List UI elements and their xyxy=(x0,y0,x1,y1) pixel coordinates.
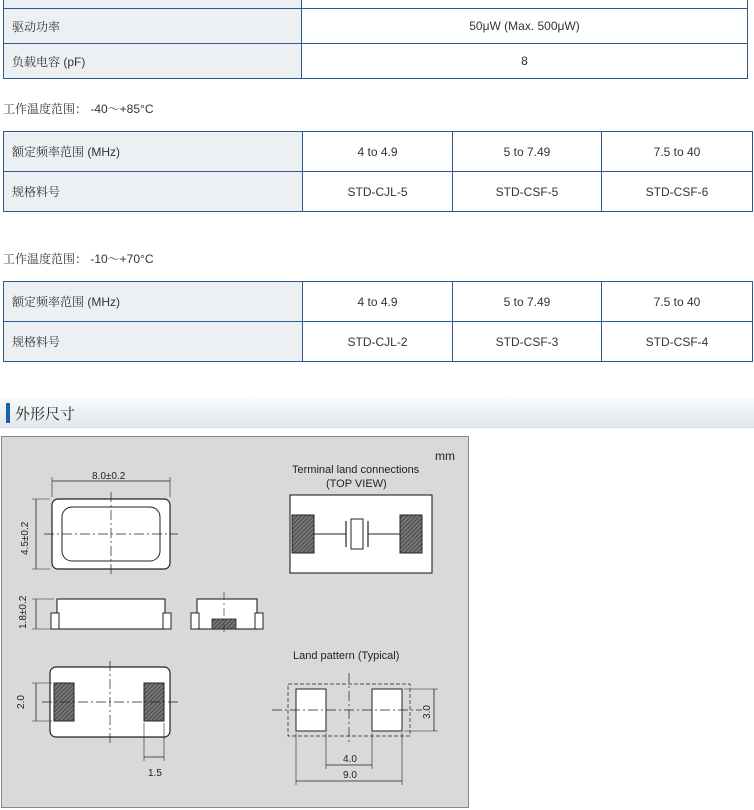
part-number-value: STD-CJL-2 xyxy=(303,322,453,362)
part-number-value: STD-CSF-3 xyxy=(453,322,602,362)
temp-range-caption-2: 工作温度范围： -10～+70°C xyxy=(3,252,154,266)
table-row xyxy=(4,44,748,79)
part-number-value: STD-CSF-4 xyxy=(602,322,753,362)
terminal-connection-diagram xyxy=(290,495,432,573)
dim-pad-height-label: 2.0 xyxy=(16,695,27,709)
load-capacitance-value: 8 xyxy=(302,44,748,79)
load-capacitance-label: 负载电容 (pF) xyxy=(4,44,302,79)
package-side-view xyxy=(32,599,171,629)
land-pattern-title: Land pattern (Typical) xyxy=(293,650,400,662)
table-row xyxy=(4,282,753,322)
drive-power-value: 50μW (Max. 500μW) xyxy=(302,9,748,44)
freq-range-value: 7.5 to 40 xyxy=(602,282,753,322)
package-top-view xyxy=(32,477,178,577)
part-number-value: STD-CSF-5 xyxy=(453,172,602,212)
temp-range-caption-1: 工作温度范围： -40～+85°C xyxy=(3,102,154,116)
section-title: 外形尺寸 xyxy=(15,405,76,423)
land-total-label: 9.0 xyxy=(343,770,357,781)
freq-range-value: 4 to 4.9 xyxy=(303,132,453,172)
dim-width-label: 8.0±0.2 xyxy=(92,471,126,482)
freq-range-value: 7.5 to 40 xyxy=(602,132,753,172)
table-row xyxy=(4,132,753,172)
part-number-value: STD-CJL-5 xyxy=(303,172,453,212)
freq-range-label: 额定频率范围 (MHz) xyxy=(4,132,303,172)
freq-range-value: 4 to 4.9 xyxy=(303,282,453,322)
table-row xyxy=(4,0,748,9)
spec-table-range1 xyxy=(3,131,753,212)
table-row xyxy=(4,322,753,362)
table-row xyxy=(4,9,748,44)
dim-thickness-label: 1.8±0.2 xyxy=(18,595,29,629)
spec-table-top xyxy=(3,0,748,79)
part-number-value: STD-CSF-6 xyxy=(602,172,753,212)
table-cell-label xyxy=(4,0,302,9)
dimension-drawing xyxy=(1,436,469,808)
unit-label: mm xyxy=(435,449,455,463)
dim-height-label: 4.5±0.2 xyxy=(20,521,31,555)
terminal-title: Terminal land connections xyxy=(292,464,420,476)
dimension-drawing-svg xyxy=(2,437,468,807)
spec-table-range2 xyxy=(3,281,753,362)
part-number-label: 规格料号 xyxy=(4,322,303,362)
package-bottom-view xyxy=(32,661,178,761)
table-row xyxy=(4,172,753,212)
terminal-subtitle: (TOP VIEW) xyxy=(326,478,387,490)
freq-range-label: 额定频率范围 (MHz) xyxy=(4,282,303,322)
package-end-view xyxy=(191,592,263,635)
land-pattern-diagram xyxy=(272,673,438,785)
land-height-label: 3.0 xyxy=(422,705,433,719)
land-gap-label: 4.0 xyxy=(343,754,357,765)
section-marker xyxy=(6,403,10,423)
part-number-label: 规格料号 xyxy=(4,172,303,212)
section-header xyxy=(0,399,754,428)
table-cell-value xyxy=(302,0,748,9)
drive-power-label: 驱动功率 xyxy=(4,9,302,44)
freq-range-value: 5 to 7.49 xyxy=(453,282,602,322)
freq-range-value: 5 to 7.49 xyxy=(453,132,602,172)
dim-pad-width-label: 1.5 xyxy=(148,768,162,779)
